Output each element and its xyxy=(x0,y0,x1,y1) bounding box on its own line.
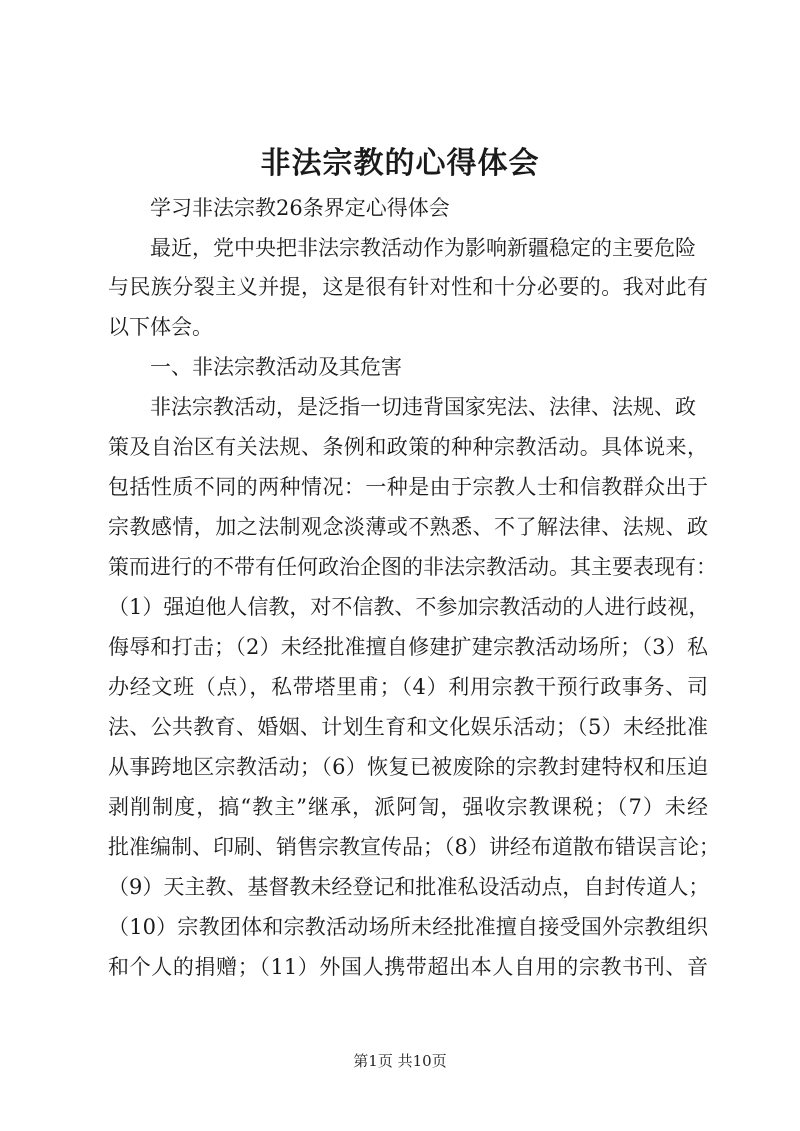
paragraph-line: （9）天主教、基督教未经登记和批准私设活动点，自封传道人； xyxy=(108,875,710,899)
paragraph-line: （1）强迫他人信教，对不信教、不参加宗教活动的人进行歧视， xyxy=(108,595,710,619)
paragraph-line: 策而进行的不带有任何政治企图的非法宗教活动。其主要表现有： xyxy=(108,555,717,579)
paragraph-line: 策及自治区有关法规、条例和政策的种种宗教活动。具体说来， xyxy=(108,435,708,459)
paragraph-line: 法、公共教育、婚姻、计划生育和文化娱乐活动；（5）未经批准 xyxy=(108,715,708,739)
paragraph-line: 办经文班（点），私带塔里甫；（4）利用宗教干预行政事务、司 xyxy=(108,675,708,699)
paragraph-line: 和个人的捐赠；（11）外国人携带超出本人自用的宗教书刊、音 xyxy=(108,955,708,979)
paragraph-line: 侮辱和打击；（2）未经批准擅自修建扩建宗教活动场所；（3）私 xyxy=(108,635,708,659)
paragraph-line: 从事跨地区宗教活动；（6）恢复已被废除的宗教封建特权和压迫 xyxy=(108,755,708,779)
paragraph-line: 包括性质不同的两种情况：一种是由于宗教人士和信教群众出于 xyxy=(108,475,708,499)
section-heading: 一、非法宗教活动及其危害 xyxy=(150,355,402,379)
paragraph-line: 学习非法宗教26条界定心得体会 xyxy=(150,196,450,220)
page-number: 第1页 共10页 xyxy=(353,1052,447,1070)
paragraph-line: 宗教感情，加之法制观念淡薄或不熟悉、不了解法律、法规、政 xyxy=(108,515,708,539)
paragraph-line: （10）宗教团体和宗教活动场所未经批准擅自接受国外宗教组织 xyxy=(108,915,708,939)
document-title: 非法宗教的心得体会 xyxy=(260,146,540,181)
paragraph-line: 剥削制度，搞“教主”继承，派阿訇，强收宗教课税；（7）未经 xyxy=(108,795,708,819)
paragraph-line: 与民族分裂主义并提，这是很有针对性和十分必要的。我对此有 xyxy=(108,275,708,299)
paragraph-line: 最近，党中央把非法宗教活动作为影响新疆稳定的主要危险 xyxy=(150,236,696,260)
paragraph-line: 以下体会。 xyxy=(108,315,213,339)
paragraph-line: 非法宗教活动，是泛指一切违背国家宪法、法律、法规、政 xyxy=(150,395,696,419)
paragraph-line: 批准编制、印刷、销售宗教宣传品；（8）讲经布道散布错误言论； xyxy=(108,835,720,859)
